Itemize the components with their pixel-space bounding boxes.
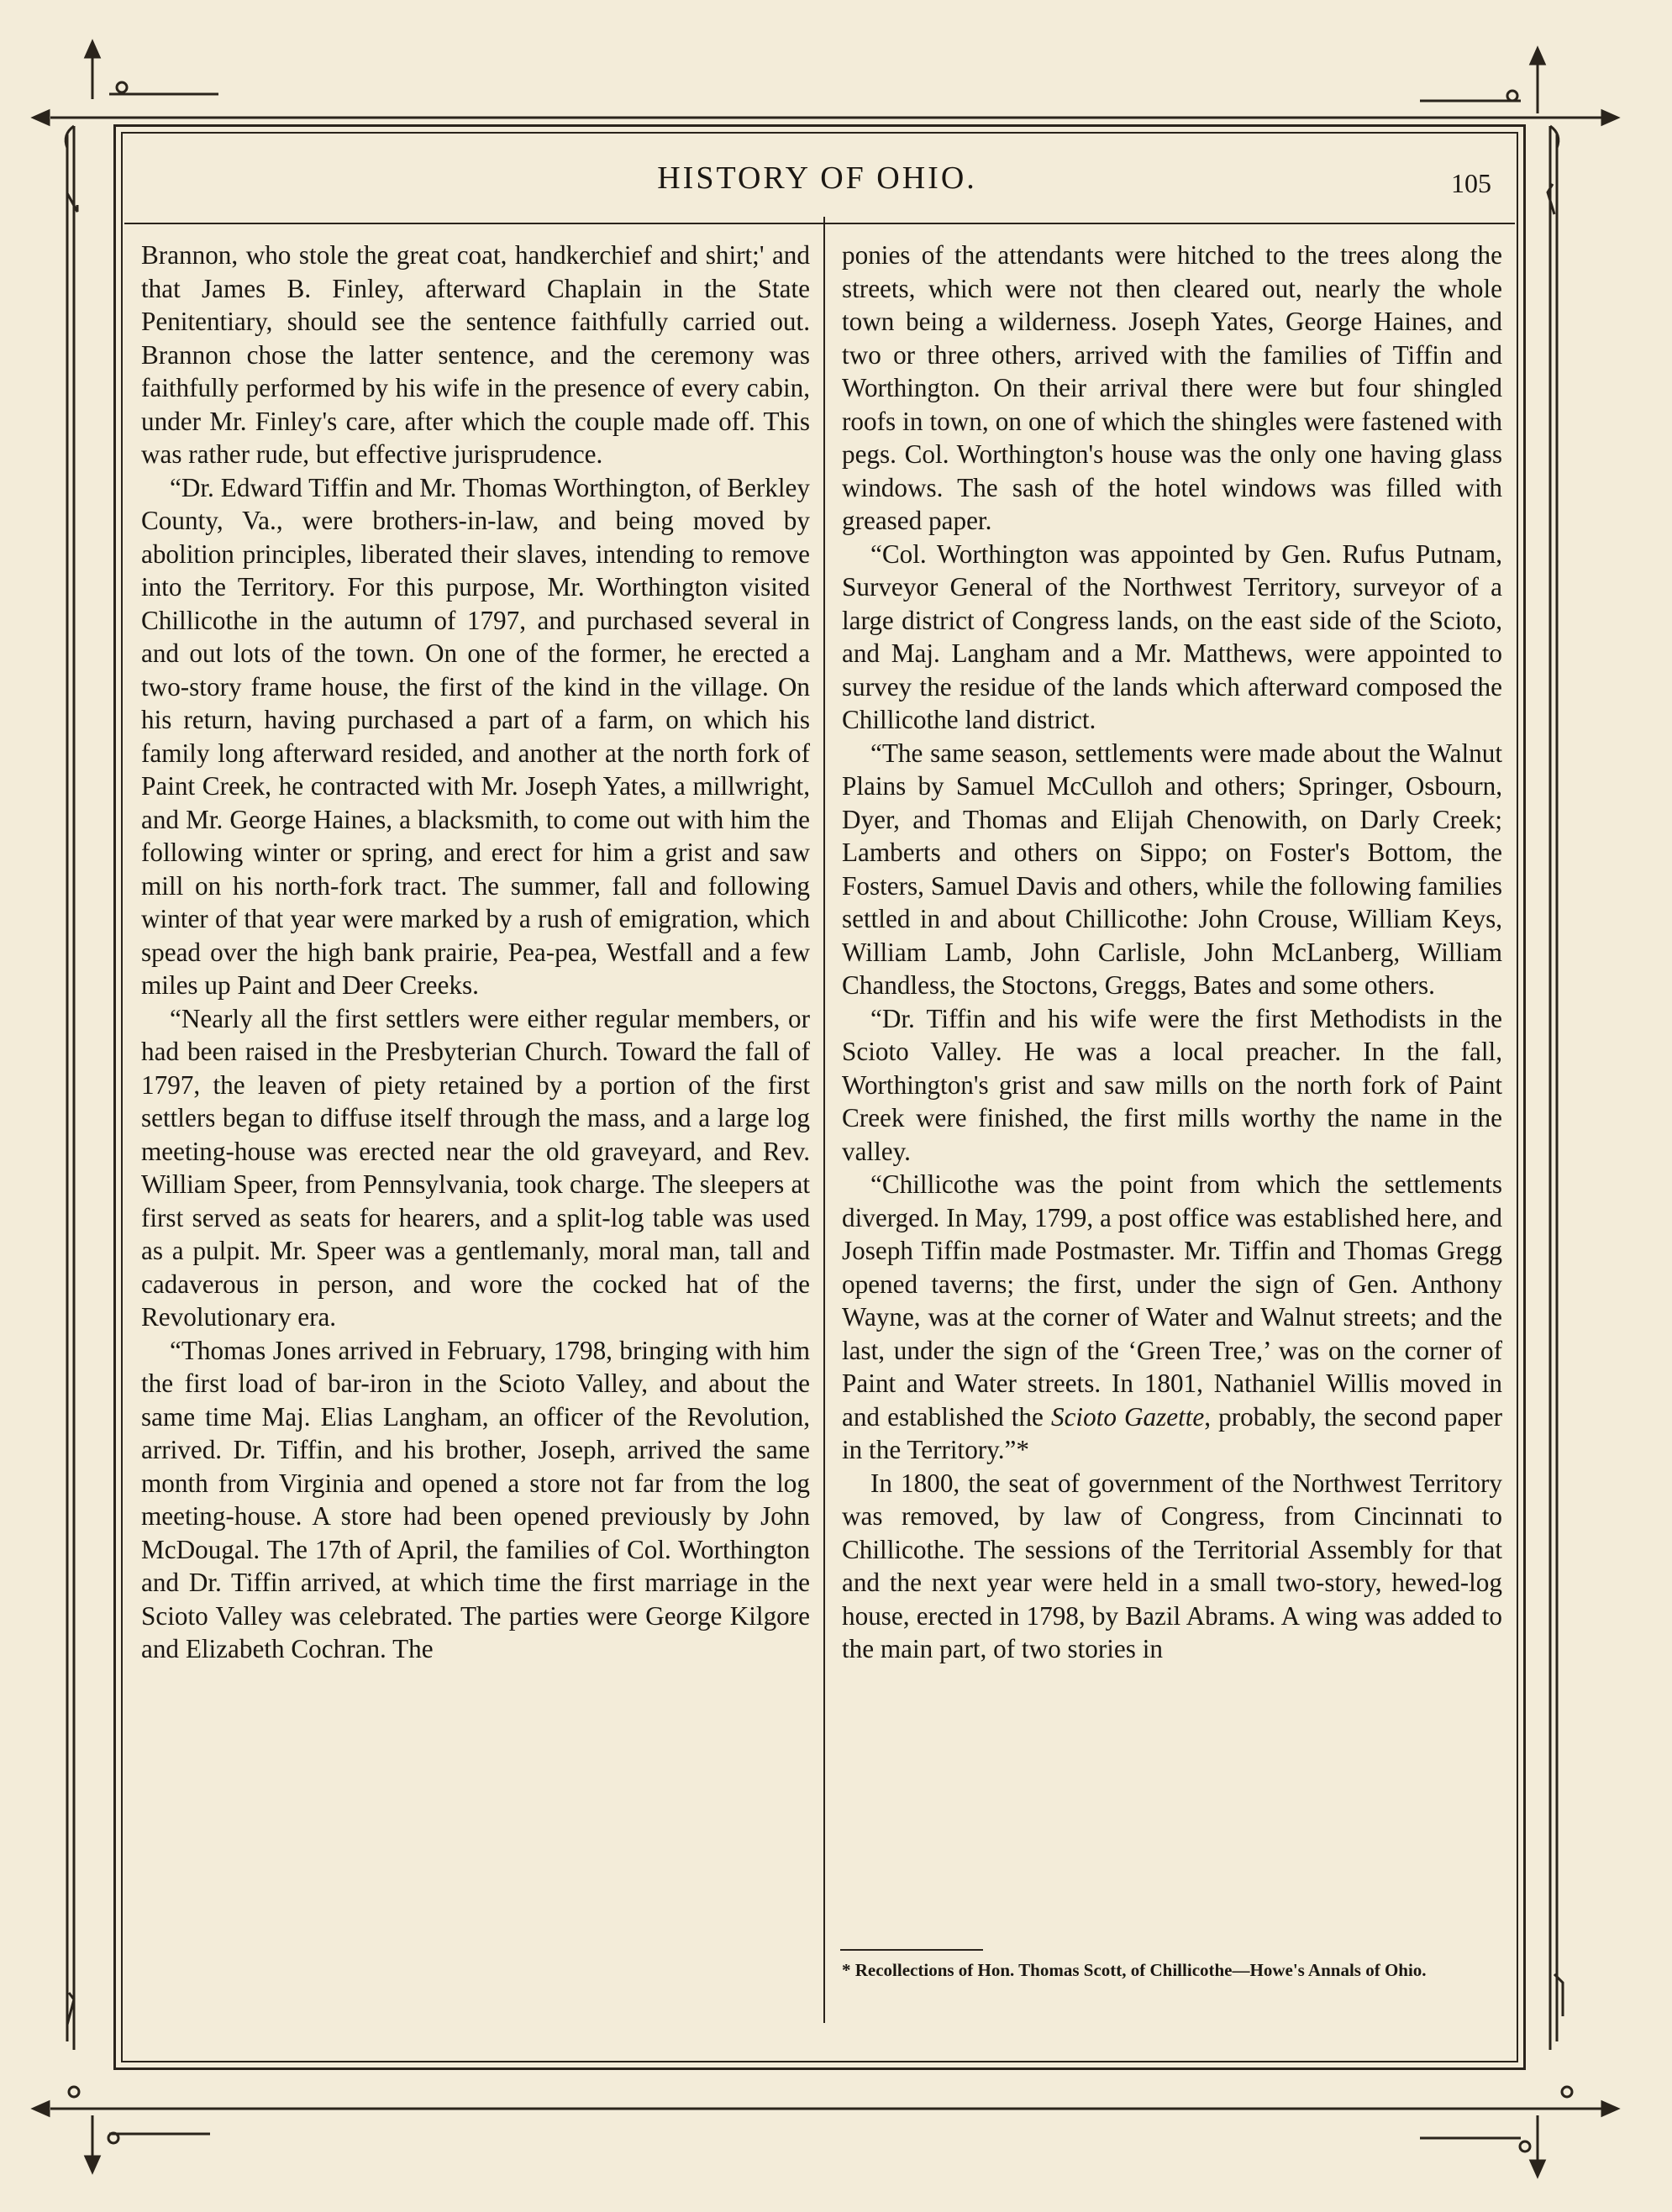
running-title: HISTORY OF OHIO. bbox=[657, 160, 977, 196]
paragraph bbox=[842, 1168, 1502, 1467]
page-number: 105 bbox=[1451, 168, 1491, 198]
paragraph: Brannon, who stole the great coat, handkerchief and shirt;' and that James B. Finley, afterward Chaplain in the State Penitentiary, should see the sentence faithfully carried out. Brannon chose the latter sentence, and the ceremony was faithfully performed by his wife in the presence of every cabin, under Mr. Finley's care, after which the couple made off. This was rather rude, but effective jurisprudence. bbox=[141, 240, 810, 469]
footnote-rule bbox=[840, 1949, 983, 1951]
paragraph-text: “Chillicothe was the point from which the settlements diverged. In May, 1799, a post office was established here, and Joseph Tiffin made Postmaster. Mr. Tiffin and Thomas Gregg opened taverns; the first, under the sign of Gen. Anthony Wayne, was at the corner of Water and Walnut streets; and the last, under the sign of the ‘Green Tree,’ was on the corner of Paint and Water streets. In 1801, Nathaniel Willis moved in and established the bbox=[842, 1169, 1502, 1432]
left-column bbox=[141, 239, 810, 1666]
page-header bbox=[118, 160, 1517, 218]
column-divider bbox=[823, 217, 825, 2023]
paragraph: “Dr. Edward Tiffin and Mr. Thomas Worthington, of Berkley County, Va., were brothers-in-law, and being moved by abolition principles, liberated their slaves, intending to remove into the Territory. For this purpose, Mr. Worthington visited Chillicothe in the autumn of 1797, and purchased several in and out lots of the town. On one of the former, he erected a two-story frame house, the first of the kind in the village. On his return, having purchased a part of a farm, on which his family long afterward resided, and another at the north fork of Paint Creek, he contracted with Mr. Joseph Yates, a millwright, and Mr. George Haines, a blacksmith, to come out with him the following winter or spring, and erect for him a grist and saw mill on his north-fork tract. The summer, fall and following winter of that year were marked by a rush of emigration, which spead over the high bank prairie, Pea-pea, Westfall and a few miles up Paint and Deer Creeks. bbox=[141, 472, 810, 1000]
header-rule bbox=[124, 223, 1515, 224]
paragraph: “Nearly all the first settlers were either regular members, or had been raised in the Presbyterian Church. Toward the fall of 1797, the leaven of piety retained by a portion of the first settlers began to diffuse itself through the mass, and a large log meeting-house was erected near the old graveyard, and Rev. William Speer, from Pennsylvania, took charge. The sleepers at first served as seats for hearers, and a split-log table was used as a pulpit. Mr. Speer was a gentlemanly, moral man, tall and cadaverous in person, and wore the cocked hat of the Revolutionary era. bbox=[141, 1003, 810, 1332]
paragraph: In 1800, the seat of government of the Northwest Territory was removed, by law of Congress, from Cincinnati to Chillicothe. The sessions of the Territorial Assembly for that and the next year were held in a small two-story, hewed-log house, erected in 1798, by Bazil Abrams. A wing was added to the main part, of two stories in bbox=[842, 1468, 1502, 1663]
newspaper-title: Scioto Gazette bbox=[1050, 1401, 1205, 1432]
paragraph: “The same season, settlements were made about the Walnut Plains by Samuel McCulloh and others; Springer, Osbourn, Dyer, and Thomas and Elijah Chenowith, on Darly Creek; Lamberts and others on Sippo; on Foster's Bottom, the Fosters, Samuel Davis and others, while the following families settled in and about Chillicothe: John Crouse, William Keys, William Lamb, John Carlisle, John McLanberg, William Chandless, the Stoctons, Greggs, Bates and some others. bbox=[842, 738, 1502, 1000]
paragraph-text: , probably, the second paper in the Territory.”* bbox=[842, 1401, 1502, 1464]
paragraph: ponies of the attendants were hitched to the trees along the streets, which were not then cleared out, nearly the whole town being a wilderness. Joseph Yates, George Haines, and two or three others, arrived with the families of Tiffin and Worthington. On their arrival there were but four shingled roofs in town, on one of which the shingles were fastened with pegs. Col. Worthington's house was the only one having glass windows. The sash of the hotel windows was filled with greased paper. bbox=[842, 240, 1502, 535]
footnote: * Recollections of Hon. Thomas Scott, of Chillicothe—Howe's Annals of Ohio. bbox=[842, 1960, 1427, 1980]
paragraph: “Thomas Jones arrived in February, 1798, bringing with him the first load of bar-iron in the Scioto Valley, and about the same time Maj. Elias Langham, an officer of the Revolution, arrived. Dr. Tiffin, and his brother, Joseph, arrived the same month from Virginia and opened a store not far from the log meeting-house. A store had been opened previously by John McDougal. The 17th of April, the families of Col. Worthington and Dr. Tiffin arrived, at which time the first marriage in the Scioto Valley was celebrated. The parties were George Kilgore and Elizabeth Cochran. The bbox=[141, 1335, 810, 1663]
paragraph: “Col. Worthington was appointed by Gen. Rufus Putnam, Surveyor General of the Northwest Territory, surveyor of a large district of Congress lands, on the east side of the Scioto, and Maj. Langham and a Mr. Matthews, were appointed to survey the residue of the lands which afterward composed the Chillicothe land district. bbox=[842, 539, 1502, 734]
right-column bbox=[842, 239, 1502, 1666]
paragraph: “Dr. Tiffin and his wife were the first Methodists in the Scioto Valley. He was a local preacher. In the fall, Worthington's grist and saw mills on the north fork of Paint Creek were finished, the first mills worthy the name in the valley. bbox=[842, 1003, 1502, 1166]
